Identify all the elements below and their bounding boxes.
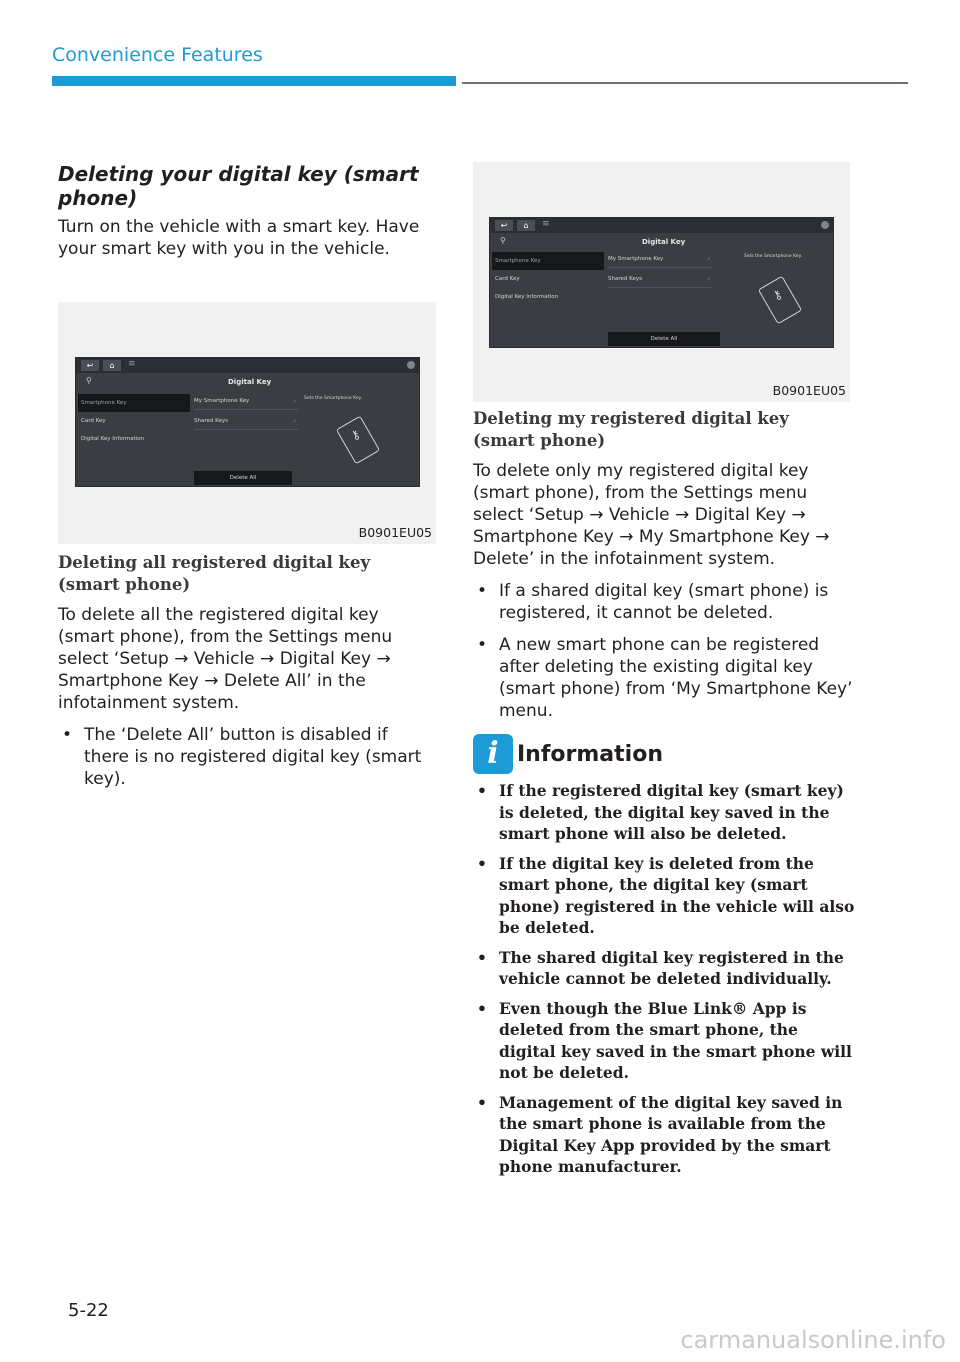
right-body [473, 408, 855, 722]
screen-topbar [490, 218, 833, 233]
delete-all-paragraph: To delete all the registered digital key (smart phone), from the Settings menu select ‘Setup → Vehicle → Digital Key → Smartphone Key → Delete All’ in the infotainment system. [58, 605, 393, 713]
side-item-smartphone-key: Smartphone Key [78, 394, 190, 412]
header-rule [462, 82, 908, 84]
back-icon: ↩ [495, 220, 513, 231]
list-item: • Even though the Blue Link® App is deleted from the smart phone, the digital key saved in the smart phone will not be deleted. [473, 998, 855, 1084]
mid-item-shared-keys [608, 270, 712, 288]
screen-title: Digital Key [642, 238, 686, 246]
screen-topbar [76, 358, 419, 373]
left-intro [58, 162, 436, 260]
mid-item-my-smartphone-key [608, 250, 712, 268]
mid-item-label: My Smartphone Key [194, 398, 250, 404]
menu-icon: ≡ [128, 359, 136, 369]
screen-help-text: Sets the Smartphone Key. [304, 396, 363, 401]
list-item: • Management of the digital key saved in the smart phone is available from the Digital Key App provided by the smart phone manufacturer. [473, 1092, 855, 1178]
info-icon: i [473, 734, 513, 774]
information-bullets [473, 780, 855, 1178]
search-icon: ⚲ [86, 376, 92, 385]
side-item-digital-key-information: Digital Key Information [495, 294, 559, 300]
watermark: carmanualsonline.info [680, 1326, 946, 1354]
search-icon: ⚲ [500, 236, 506, 245]
side-item-digital-key-information: Digital Key Information [81, 436, 145, 442]
delete-mine-paragraph: To delete only my registered digital key (smart phone), from the Settings menu select ‘Setup → Vehicle → Digital Key → Smartphone Key → My Smartphone Key → Delete’ in the infotainment system. [473, 461, 830, 569]
list-item: • The shared digital key registered in the vehicle cannot be deleted individually. [473, 947, 855, 990]
header-rule-accent [52, 76, 456, 86]
figure-left [58, 302, 436, 544]
infotainment-screen [75, 357, 420, 487]
screen-help-text: Sets the Smartphone Key. [744, 254, 803, 259]
delete-all-button: Delete All [194, 471, 292, 485]
side-item-smartphone-key: Smartphone Key [492, 252, 604, 270]
figure-right [473, 162, 850, 402]
list-item: • A new smart phone can be registered after deleting the existing digital key (smart phone) from ‘My Smartphone Key’ menu. [473, 634, 855, 722]
list-item: • If the digital key is deleted from the smart phone, the digital key (smart phone) registered in the vehicle will also be deleted. [473, 853, 855, 939]
status-icon [821, 221, 829, 229]
side-item-card-key: Card Key [81, 418, 106, 424]
list-item: • If the registered digital key (smart key) is deleted, the digital key saved in the smart phone will also be deleted. [473, 780, 855, 845]
chevron-right-icon: › [293, 397, 296, 405]
subheading-delete-all: Deleting all registered digital key (smart phone) [58, 553, 371, 594]
delete-mine-bullets [473, 580, 855, 722]
chevron-right-icon: › [707, 275, 710, 283]
intro-paragraph: Turn on the vehicle with a smart key. Have your smart key with you in the vehicle. [58, 217, 420, 259]
list-item: • If a shared digital key (smart phone) is registered, it cannot be deleted. [473, 580, 855, 624]
side-item-card-key: Card Key [495, 276, 520, 282]
chevron-right-icon: › [293, 417, 296, 425]
information-title: Information [517, 742, 663, 767]
key-icon: ⚷ [348, 426, 363, 444]
mid-item-shared-keys [194, 412, 298, 430]
screen-title: Digital Key [228, 378, 272, 386]
infotainment-screen [489, 217, 834, 348]
list-item: • The ‘Delete All’ button is disabled if there is no registered digital key (smart key). [58, 724, 436, 790]
back-icon: ↩ [81, 360, 99, 371]
mid-item-my-smartphone-key [194, 392, 298, 410]
information-content [473, 772, 855, 1178]
subheading-delete-mine: Deleting my registered digital key (smart phone) [473, 409, 789, 450]
figure-code: B0901EU05 [772, 383, 846, 398]
mid-item-label: Shared Keys [194, 418, 228, 424]
home-icon: ⌂ [517, 220, 535, 231]
home-icon: ⌂ [103, 360, 121, 371]
status-icon [407, 361, 415, 369]
delete-all-button: Delete All [608, 332, 720, 346]
chevron-right-icon: › [707, 255, 710, 263]
page-number: 5-22 [68, 1300, 109, 1321]
delete-all-bullets [58, 724, 436, 790]
key-icon: ⚷ [770, 286, 785, 304]
mid-item-label: My Smartphone Key [608, 256, 664, 262]
figure-code: B0901EU05 [358, 525, 432, 540]
menu-icon: ≡ [542, 219, 550, 229]
section-title: Convenience Features [52, 44, 263, 66]
left-body [58, 552, 436, 790]
section-heading: Deleting your digital key (smart phone) [58, 162, 419, 210]
mid-item-label: Shared Keys [608, 276, 642, 282]
